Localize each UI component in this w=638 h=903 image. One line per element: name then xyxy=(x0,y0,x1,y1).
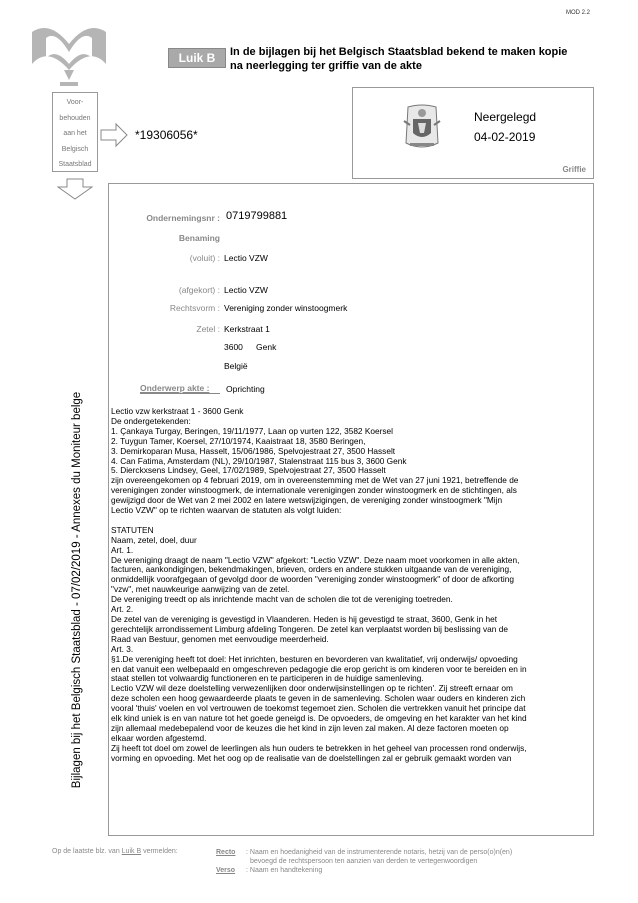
body-line: onmiddellijk voorafgegaan of gevolgd door de woorden "vereniging zonder winstoogmerk" of door de afkorting xyxy=(111,575,515,585)
onderwerp-divider xyxy=(140,393,220,394)
filing-status: Neergelegd xyxy=(474,110,537,124)
body-line: De ondergetekenden: xyxy=(111,416,191,426)
header-title-line2: na neerlegging ter griffie van de akte xyxy=(230,60,422,72)
body-line: De vereniging treedt op als inrichtende macht van de scholen die tot de vereniging toetreden. xyxy=(111,595,453,605)
recto-line-2: bevoegd de rechtspersoon ten aanzien van derden te vertegenwoordigen xyxy=(250,858,478,865)
sidebar xyxy=(55,190,99,870)
body-line: elkaar worden afgestemd. xyxy=(111,733,207,743)
footer-suffix: vermelden: xyxy=(141,848,178,855)
verso-text: : Naam en handtekening xyxy=(246,867,323,874)
document-number: *19306056* xyxy=(135,128,198,142)
body-line: STATUTEN xyxy=(111,525,154,535)
reserved-line: aan het xyxy=(63,130,87,137)
deed-body xyxy=(111,407,591,764)
body-line: Art. 2. xyxy=(111,605,134,615)
footer-luik-link[interactable]: Luik B xyxy=(121,848,142,855)
verso-line xyxy=(216,866,606,875)
belgian-coat-of-arms-icon xyxy=(400,103,444,151)
voluit-label: (voluit) : xyxy=(189,253,220,263)
zetel-country: België xyxy=(224,361,248,371)
footer-prefix: Op de laatste blz. van xyxy=(52,848,122,855)
sidebar-text: Bijlagen bij het Belgisch Staatsblad - 07/02/2019 - Annexes du Moniteur belge xyxy=(71,391,83,789)
body-line: De zetel van de vereniging is gevestigd in Vlaanderen. Heden is hij gevestigd te straat, 3600, Genk in het xyxy=(111,615,498,625)
body-line: Art. 1. xyxy=(111,545,134,555)
body-line: Zij heeft tot doel om zowel de leerlingen als hun ouders te betrekken in het geheel van processen rond onderwijs, xyxy=(111,743,527,753)
body-line: Lectio VZW" op te richten waarvan de statuten als volgt luiden: xyxy=(111,506,342,516)
body-line: zijn allemaal medebepalend voor de keuzes die het kind in zijn leven zal maken. Al deze factoren moeten op xyxy=(111,723,509,733)
onderwerp-value: Oprichting xyxy=(226,384,265,394)
body-line: 2. Tuygun Tamer, Koersel, 27/10/1974, Kaaistraat 18, 3580 Beringen, xyxy=(111,436,366,446)
reserved-line: Voor- xyxy=(66,99,84,106)
body-line: en dat vanuit een welbepaald en omgeschreven pedagogie die erop gericht is om kinderen voor te bereiden en in xyxy=(111,664,527,674)
benaming-label: Benaming xyxy=(178,233,220,243)
recto-text: : Naam en hoedanigheid van de instrumenterende notaris, hetzij van de perso(o)n(en) xyxy=(246,849,513,856)
recto-label: Recto xyxy=(216,849,236,856)
body-line: De vereniging draagt de naam "Lectio VZW" afgekort: "Lectio VZW". Deze naam moet voorkomen in alle akten, xyxy=(111,555,520,565)
zetel-street: Kerkstraat 1 xyxy=(224,324,270,334)
body-line: §1.De vereniging heeft tot doel: Het inrichten, besturen en bevorderen van kwalitatief, vrij onderwijs/ opvoeding xyxy=(111,654,518,664)
body-line: 3. Demirkoparan Musa, Hasselt, 15/06/1986, Spelvojestraat 27, 3500 Hasselt xyxy=(111,446,396,456)
body-line: elk kind uniek is en van nature tot het goede geneigd is. De opvoeders, de omgeving en het karakter van het kind xyxy=(111,714,527,724)
zetel-city: Genk xyxy=(256,342,277,352)
body-line: Naam, zetel, doel, duur xyxy=(111,535,197,545)
body-line: vooral 'thuis' voelen en vol vertrouwen de toekomst tegemoet zien. Scholen die vertrekken vanuit het principe dat xyxy=(111,704,526,714)
filing-date: 04-02-2019 xyxy=(474,130,536,144)
rechtsvorm-value: Vereniging zonder winstoogmerk xyxy=(224,303,348,313)
body-line: staat stellen tot volwaardig functioneren en te participeren in de huidige samenleving. xyxy=(111,674,424,684)
zetel-postcode: 3600 xyxy=(224,342,243,352)
recto-line xyxy=(216,848,606,857)
body-line: Lectio VZW wil deze doelstelling verwezenlijken door onderwijsinstellingen op te richten'. Zij streeft ernaar om xyxy=(111,684,513,694)
griffie-label: Griffie xyxy=(562,165,586,174)
body-line: "vzw", met nauwkeurige aanwijzing van de zetel. xyxy=(111,585,290,595)
header-title xyxy=(230,45,620,73)
arrow-right-icon xyxy=(100,122,128,148)
rechtsvorm-label: Rechtsvorm : xyxy=(169,303,220,313)
luik-b-badge: Luik B xyxy=(168,48,226,68)
footer-notes xyxy=(216,848,606,875)
ondernemingsnr-value: 0719799881 xyxy=(226,210,288,222)
afgekort-label: (afgekort) : xyxy=(178,285,220,295)
footer-instruction xyxy=(52,848,178,855)
body-line: verenigingen zonder winstoogmerk, de internationale verenigingen zonder winstoogmerk en de stichtingen, als xyxy=(111,486,517,496)
body-line: gerechtelijk arrondissement Limburg afdeling Tongeren. De zetel kan verplaatst worden bij beslissing van de xyxy=(111,624,508,634)
onderwerp-label: Onderwerp akte : xyxy=(140,383,210,393)
moniteur-logo-icon xyxy=(30,24,108,90)
body-line: zijn overeengekomen op 4 februari 2019, om in overeenstemming met de Wet van 27 juni 1921, betreffende de xyxy=(111,476,519,486)
body-line: Art. 3. xyxy=(111,644,134,654)
body-line: gewijzigd door de Wet van 2 mei 2002 en latere wetswijzigingen, de vereniging zonder winstoogmerk "Mijn xyxy=(111,496,503,506)
body-line: 5. Dierckxsens Lindsey, Geel, 17/02/1989, Spelvojestraat 27, 3500 Hasselt xyxy=(111,466,386,476)
body-line xyxy=(111,516,591,526)
voluit-value: Lectio VZW xyxy=(224,253,268,263)
reserved-line: Belgisch xyxy=(61,145,89,153)
form-code: MOD 2.2 xyxy=(565,10,590,16)
reserved-line: Staatsblad xyxy=(58,161,92,168)
afgekort-value: Lectio VZW xyxy=(224,285,268,295)
body-line: vorming en opvoeding. Met het oog op de realisatie van de doelstellingen zal er gebruik gemaakt worden van xyxy=(111,753,512,763)
verso-label: Verso xyxy=(216,867,236,874)
body-line: deze scholen een hoog gewaardeerde plaats te geven in de samenleving. Scholen waar ouders en kinderen zich xyxy=(111,694,526,704)
reserved-box xyxy=(52,92,98,172)
body-line: facturen, aankondigingen, bekendmakingen, brieven, orders en andere stukken uitgaande van de vereniging, xyxy=(111,565,512,575)
header-title-line1: In de bijlagen bij het Belgisch Staatsblad bekend te maken kopie xyxy=(230,46,568,58)
reserved-line: behouden xyxy=(59,114,91,122)
body-line: 1. Çankaya Turgay, Beringen, 19/11/1977, Laan op vurten 122, 3582 Koersel xyxy=(111,426,393,436)
body-line: Raad van Bestuur, genomen met eenvoudige meerderheid. xyxy=(111,634,329,644)
body-line: 4. Can Fatima, Amsterdam (NL), 29/10/1987, Stalenstraat 115 bus 3, 3600 Genk xyxy=(111,456,407,466)
zetel-label: Zetel : xyxy=(196,324,220,334)
ondernemingsnr-label: Ondernemingsnr : xyxy=(146,213,220,223)
body-line: Lectio vzw kerkstraat 1 - 3600 Genk xyxy=(111,407,244,416)
